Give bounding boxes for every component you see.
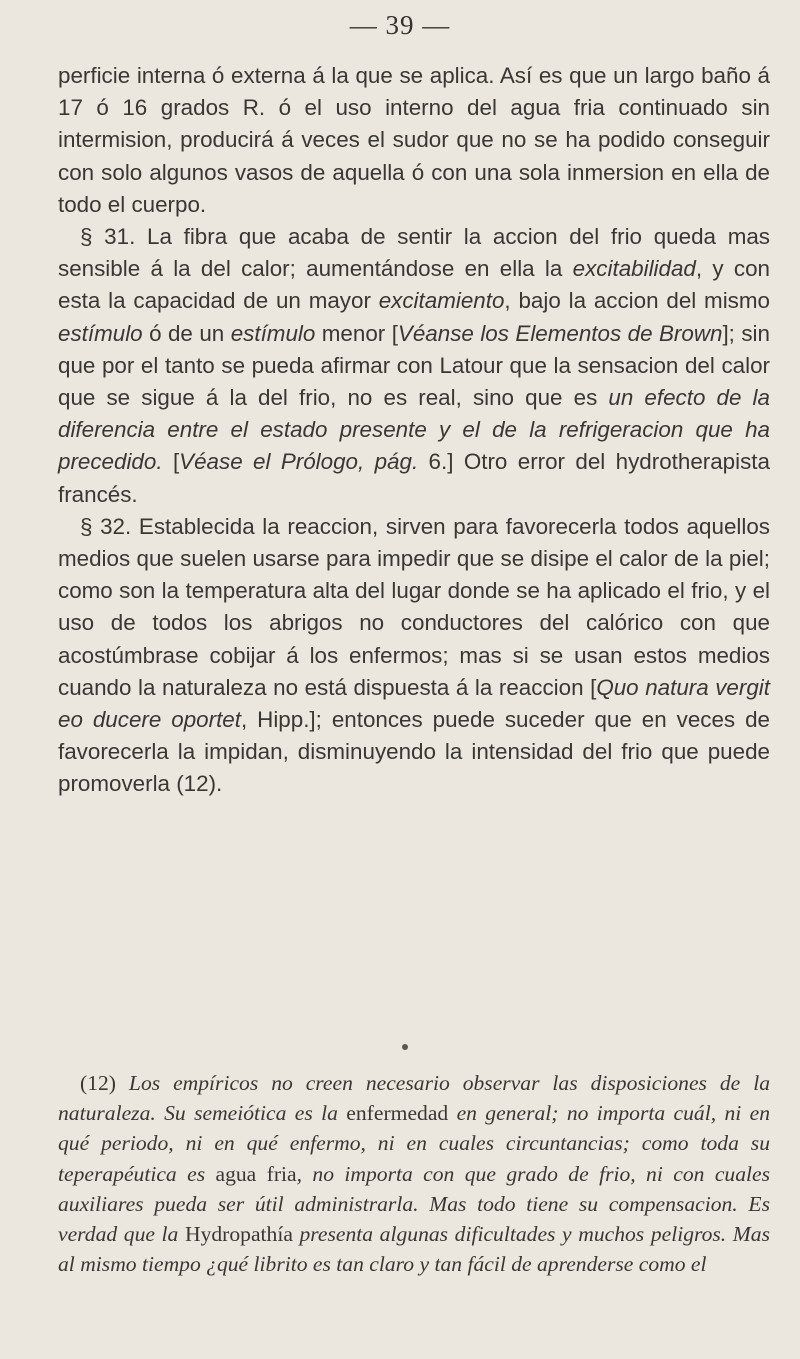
page-number: — 39 —: [349, 10, 451, 40]
divider-dot: [402, 1044, 408, 1050]
footnote-12: (12) Los empíricos no creen necesario observar las disposiciones de la naturaleza. Su semeiótica es la enfermedad en general; no importa cuál, ni en qué periodo, ni en qué enfermo, ni en cuales circuntancias; como toda su teperapéutica es agua fria, no importa con que grado de frio, ni con cuales auxiliares pueda ser útil administrarla. Mas todo tiene su compensacion. Es verdad que la Hydropathía presenta algunas dificultades y muchos peligros. Mas al mismo tiempo ¿qué librito es tan claro y tan fácil de aprenderse como el: [58, 1071, 770, 1277]
main-text: [58, 60, 770, 801]
footnote-marker: (12): [80, 1071, 116, 1095]
paragraph-continuation: perficie interna ó externa á la que se aplica. Así es que un largo baño á 17 ó 16 grados R. ó el uso interno del agua fria continuado sin intermision, producirá á veces el sudor que no se ha podido conseguir con solo algunos vasos de aquella ó con una sola inmersion en ella de todo el cuerpo.: [58, 63, 770, 217]
paragraph-section-32: § 32. Establecida la reaccion, sirven para favorecerla todos aquellos medios que suelen usarse para impedir que se disipe el calor de la piel; como son la temperatura alta del lugar donde se ha aplicado el frio, y el uso de todos los abrigos no conductores del calórico con que acostúmbrase cobijar á los enfermos; mas si se usan estos medios cuando la naturaleza no está dispuesta á la reaccion [Quo natura vergit eo ducere oportet, Hipp.]; entonces puede suceder que en veces de favorecerla la impidan, disminuyendo la intensidad del frio que puede promoverla (12).: [58, 513, 770, 797]
paragraph-section-31: § 31. La fibra que acaba de sentir la accion del frio queda mas sensible á la del calor; aumentándose en ella la excitabilidad, y con esta la capacidad de un mayor excitamiento, bajo la accion del mismo estímulo ó de un estímulo menor [Véanse los Elementos de Brown]; sin que por el tanto se pueda afirmar con Latour que la sensacion del calor que se sigue á la del frio, no es real, sino que es un efecto de la diferencia entre el estado presente y el de la refrigeracion que ha precedido. [Véase el Prólogo, pág. 6.] Otro error del hydrotherapista francés.: [58, 224, 770, 507]
